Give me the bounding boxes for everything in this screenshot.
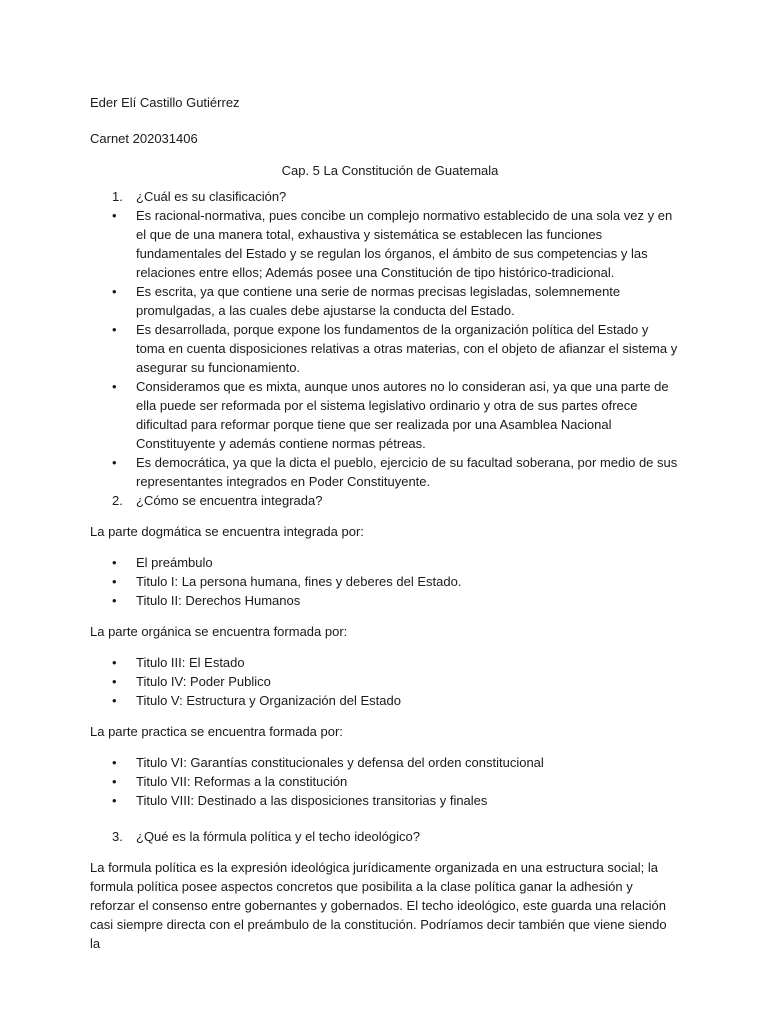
list-item-text: Titulo II: Derechos Humanos xyxy=(136,593,301,608)
question-2 xyxy=(90,491,680,510)
dogmatic-intro: La parte dogmática se encuentra integrada por: xyxy=(90,524,364,539)
question-number: 2. xyxy=(112,493,123,508)
question-1 xyxy=(90,187,680,206)
list-item xyxy=(90,772,680,791)
dogmatic-list xyxy=(90,553,680,610)
bullet-icon: • xyxy=(112,284,117,299)
final-paragraph: La formula política es la expresión ideológica jurídicamente organizada en una estructura social; la formula política posee aspectos concretos que posibilita a la clase política ganar la adhesión y reforzar el consenso entre gobernantes y gobernados. El techo ideológico, este guarda una relación casi siempre directa con el preámbulo de la constitución. Podríamos decir también que viene siendo la xyxy=(90,860,667,951)
bullet-icon: • xyxy=(112,774,117,789)
list-item xyxy=(90,791,680,810)
list-item-text: Es racional-normativa, pues concibe un complejo normativo establecido de una sola vez y en el que de una manera total, exhaustiva y sistemática se establecen las funciones fundamentales del Estado y se regulan los órganos, el ámbito de sus competencias y las relaciones entre ellos; Además posee una Constitución de tipo histórico-tradicional. xyxy=(136,208,673,280)
list-item xyxy=(90,591,680,610)
question-3-list xyxy=(90,827,680,846)
list-item xyxy=(90,453,680,491)
list-item-text: Es democrática, ya que la dicta el pueblo, ejercicio de su facultad soberana, por medio de sus representantes integrados en Poder Constituyente. xyxy=(136,455,678,489)
organic-intro: La parte orgánica se encuentra formada por: xyxy=(90,624,348,639)
bullet-icon: • xyxy=(112,208,117,223)
question-text: ¿Qué es la fórmula política y el techo ideológico? xyxy=(136,829,420,844)
list-item xyxy=(90,672,680,691)
question-text: ¿Cuál es su clasificación? xyxy=(136,189,287,204)
question-text: ¿Cómo se encuentra integrada? xyxy=(136,493,323,508)
list-item xyxy=(90,206,680,282)
bullet-icon: • xyxy=(112,674,117,689)
list-item xyxy=(90,572,680,591)
bullet-icon: • xyxy=(112,755,117,770)
bullet-icon: • xyxy=(112,793,117,808)
list-item-text: El preámbulo xyxy=(136,555,213,570)
list-item-text: Es desarrollada, porque expone los fundamentos de la organización política del Estado y toma en cuenta disposiciones relativas a otras materias, con el objeto de afianzar el sistema y asegurar su funcionamiento. xyxy=(136,322,678,375)
list-item-text: Titulo VI: Garantías constitucionales y defensa del orden constitucional xyxy=(136,755,544,770)
bullet-icon: • xyxy=(112,655,117,670)
list-item-text: Titulo III: El Estado xyxy=(136,655,245,670)
list-item xyxy=(90,753,680,772)
bullet-icon: • xyxy=(112,455,117,470)
bullet-icon: • xyxy=(112,379,117,394)
question-3 xyxy=(90,827,680,846)
bullet-icon: • xyxy=(112,555,117,570)
list-item-text: Consideramos que es mixta, aunque unos autores no lo consideran asi, ya que una parte de ella puede ser reformada por el sistema legislativo ordinario y otra de sus partes ofrece dificultad para reformar porque tiene que ser realizada por una Asamblea Nacional Constituyente y además contiene normas pétreas. xyxy=(136,379,669,451)
list-item-text: Titulo V: Estructura y Organización del Estado xyxy=(136,693,401,708)
question-number: 3. xyxy=(112,829,123,844)
list-item-text: Titulo VII: Reformas a la constitución xyxy=(136,774,348,789)
organic-list xyxy=(90,653,680,710)
practical-intro: La parte practica se encuentra formada por: xyxy=(90,724,343,739)
question-number: 1. xyxy=(112,189,123,204)
list-item xyxy=(90,653,680,672)
list-item xyxy=(90,691,680,710)
list-item-text: Titulo VIII: Destinado a las disposiciones transitorias y finales xyxy=(136,793,488,808)
list-item xyxy=(90,320,680,377)
chapter-title: Cap. 5 La Constitución de Guatemala xyxy=(281,163,499,178)
bullet-icon: • xyxy=(112,693,117,708)
bullet-icon: • xyxy=(112,593,117,608)
list-item xyxy=(90,377,680,453)
author-name: Eder Elí Castillo Gutiérrez xyxy=(90,95,240,110)
list-item-text: Titulo IV: Poder Publico xyxy=(136,674,271,689)
list-item-text: Es escrita, ya que contiene una serie de normas precisas legisladas, solemnemente promulgadas, a las cuales debe ajustarse la conducta del Estado. xyxy=(136,284,621,318)
document-content xyxy=(90,93,680,953)
bullet-icon: • xyxy=(112,322,117,337)
practical-list xyxy=(90,753,680,810)
list-item-text: Titulo I: La persona humana, fines y deberes del Estado. xyxy=(136,574,462,589)
bullet-icon: • xyxy=(112,574,117,589)
list-item xyxy=(90,553,680,572)
list-item xyxy=(90,282,680,320)
student-id: Carnet 202031406 xyxy=(90,131,198,146)
question-1-list xyxy=(90,187,680,510)
